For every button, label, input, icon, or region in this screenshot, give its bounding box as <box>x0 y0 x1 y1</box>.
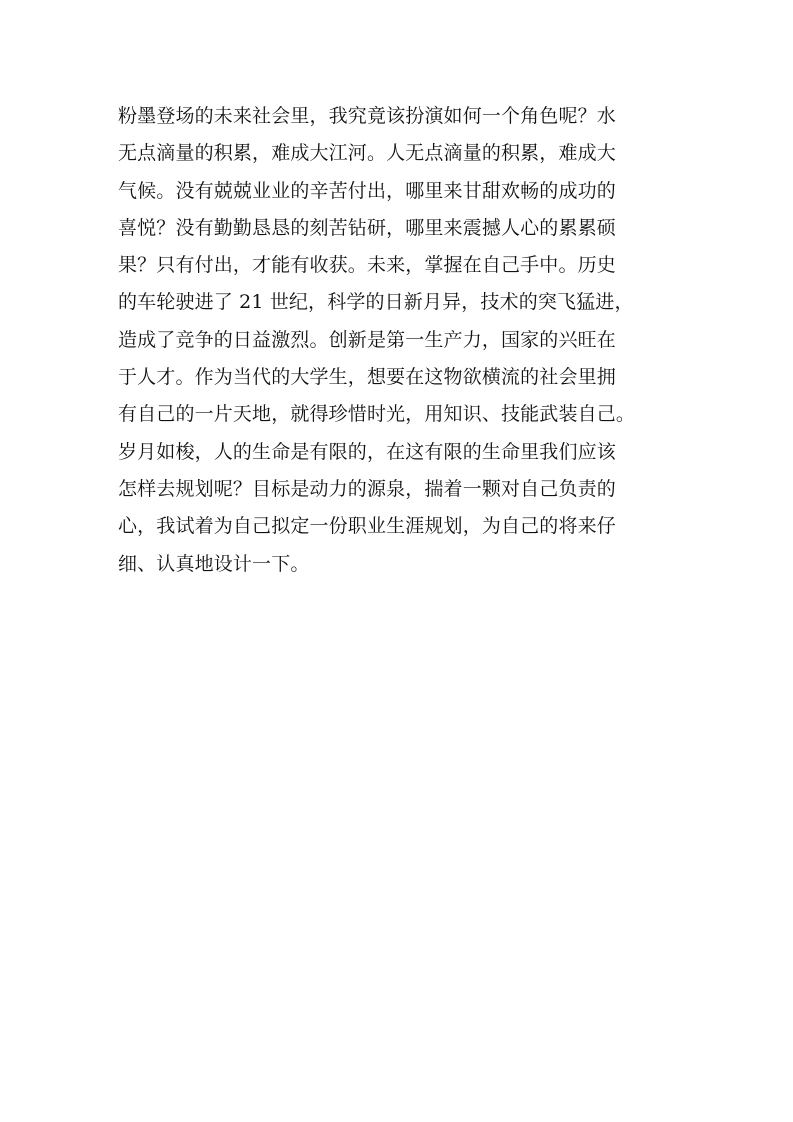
paragraph-line: 果？只有付出，才能有收获。未来，掌握在自己手中。历史 <box>118 254 616 277</box>
paragraph-line: 气候。没有兢兢业业的辛苦付出，哪里来甘甜欢畅的成功的 <box>118 179 616 202</box>
paragraph-line: 岁月如梭，人的生命是有限的，在这有限的生命里我们应该 <box>118 440 616 463</box>
paragraph-line: 喜悦？没有勤勤恳恳的刻苦钻研，哪里来震撼人心的累累硕 <box>118 216 616 239</box>
body-paragraph <box>118 98 678 583</box>
paragraph-line: 粉墨登场的未来社会里，我究竟该扮演如何一个角色呢？水 <box>118 105 616 127</box>
paragraph-line: 怎样去规划呢？目标是动力的源泉，揣着一颗对自己负责的 <box>118 477 616 500</box>
paragraph-line: 有自己的一片天地，就得珍惜时光，用知识、技能武装自己。 <box>118 403 636 426</box>
paragraph-line: 于人才。作为当代的大学生，想要在这物欲横流的社会里拥 <box>118 366 616 389</box>
paragraph-line: 造成了竞争的日益激烈。创新是第一生产力，国家的兴旺在 <box>118 328 616 351</box>
paragraph-line: 无点滴量的积累，难成大江河。人无点滴量的积累，难成大 <box>118 142 616 165</box>
paragraph-line: 心，我试着为自己拟定一份职业生涯规划，为自己的将来仔 <box>118 515 616 538</box>
paragraph-line: 的车轮驶进了 21 世纪，科学的日新月异，技术的突飞猛进， <box>118 291 634 314</box>
paragraph-line: 细、认真地设计一下。 <box>118 552 310 575</box>
